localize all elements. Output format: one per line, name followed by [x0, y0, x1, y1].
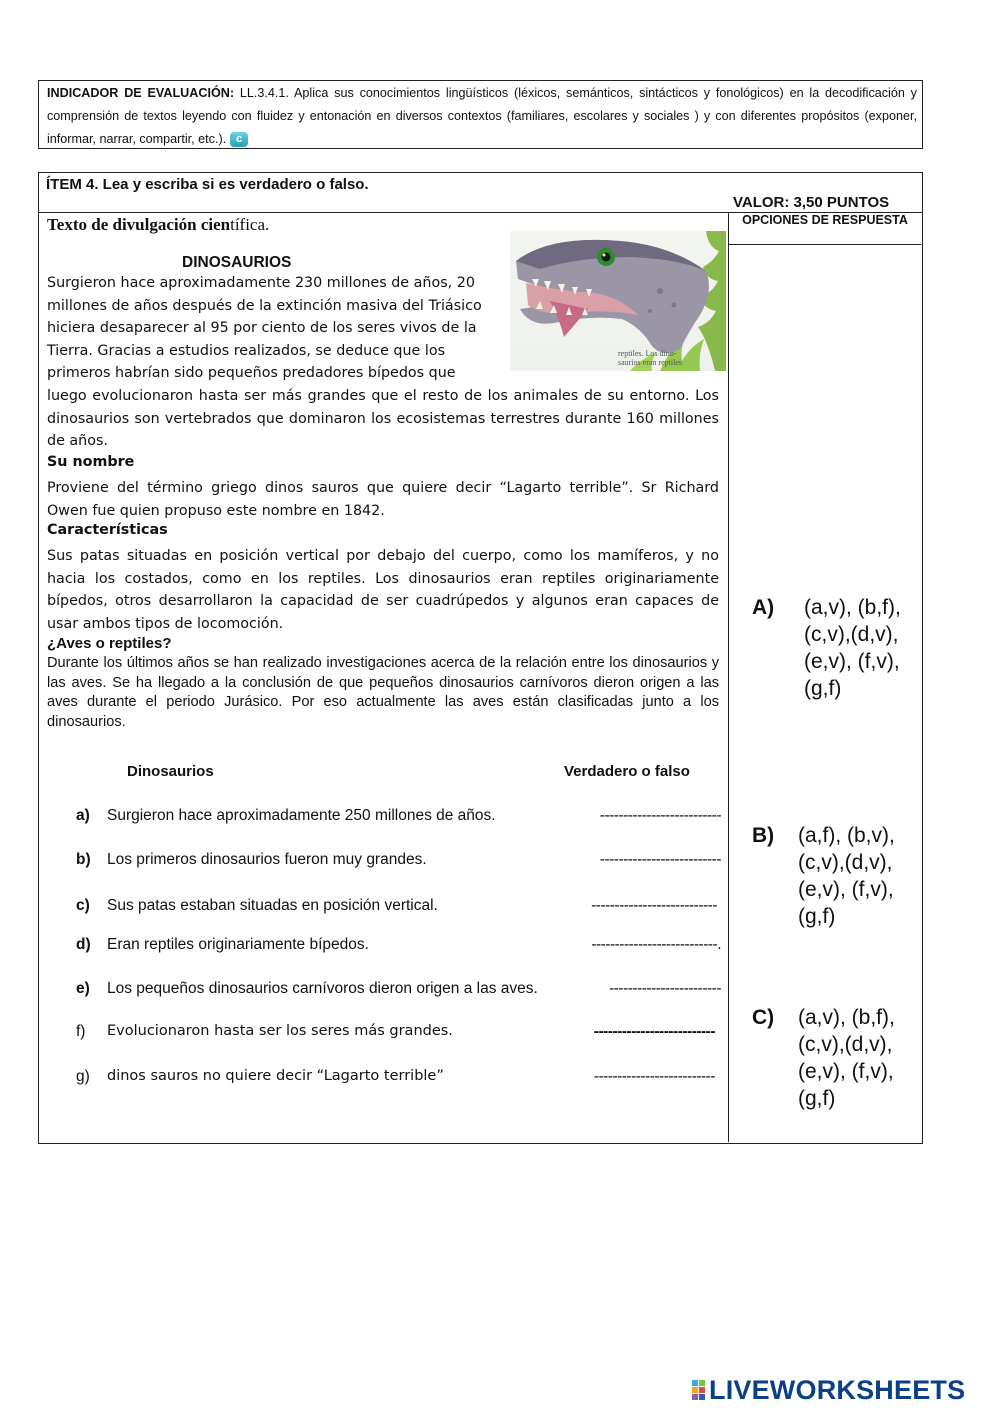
option-letter: A)	[752, 596, 775, 619]
paragraph-su-nombre: Proviene del término griego dinos sauros que quiere decir “Lagarto terrible”. Sr Richard Owen fue quien propuso este nombre en 1842.	[47, 480, 719, 519]
indicator-text: LL.3.4.1. Aplica sus conocimientos lingüísticos (léxicos, semánticos, sintácticos y fonológicos) en la decodificación y comprensión de textos leyendo con fluidez y entonación en diversos contextos (familiares, escolares y sociales ) y con diferentes propósitos (exponer, informar, narrar, compartir, etc.).	[47, 86, 917, 146]
question-row-d[interactable]	[76, 936, 721, 958]
question-text: Surgieron hace aproximadamente 250 millones de años.	[107, 807, 496, 824]
indicator-label: INDICADOR DE EVALUACIÓN:	[47, 86, 235, 100]
column-head-dinosaurios: Dinosaurios	[127, 763, 214, 780]
text-type-heading	[47, 215, 269, 235]
option-line: (c,v),(d,v),	[798, 1033, 893, 1056]
intro-line: millones de años después de la extinción masiva del Triásico	[47, 297, 482, 314]
intro-line: hiciera desaparecer al 95 por ciento de los seres vivos de la	[47, 320, 477, 336]
brand-square	[692, 1394, 698, 1400]
option-letter: C)	[752, 1006, 775, 1029]
heading-aves-reptiles: ¿Aves o reptiles?	[47, 635, 172, 652]
options-column-divider	[728, 212, 729, 1142]
brand-square	[692, 1387, 698, 1393]
answer-blank[interactable]: --------------------------	[593, 1068, 715, 1085]
option-text	[804, 594, 924, 702]
dinosaur-image	[510, 231, 726, 371]
option-line: (e,v), (f,v),	[798, 1060, 894, 1083]
c-badge-icon: c	[230, 132, 248, 147]
option-line: (a,v), (b,f),	[798, 1006, 895, 1029]
text-type-rest: tífica.	[230, 215, 270, 234]
question-text: Los primeros dinosaurios fueron muy grandes.	[107, 851, 427, 868]
question-text: dinos sauros no quiere decir “Lagarto terrible”	[107, 1068, 444, 1084]
option-line: (g,f)	[798, 905, 836, 928]
answer-blank[interactable]: ---------------------------	[591, 897, 717, 914]
brand-square	[699, 1387, 705, 1393]
option-line: (g,f)	[798, 1087, 836, 1110]
intro-line: primeros habrían sido pequeños predadores bípedos que	[47, 365, 456, 381]
question-letter: a)	[76, 807, 90, 824]
heading-caracteristicas: Características	[47, 522, 168, 538]
option-line: (a,f), (b,v),	[798, 824, 895, 847]
question-text: Los pequeños dinosaurios carnívoros dieron origen a las aves.	[107, 980, 538, 997]
option-line: (e,v), (f,v),	[804, 650, 900, 673]
question-row-e[interactable]	[76, 980, 721, 1002]
option-line: (a,v), (b,f),	[804, 596, 901, 619]
option-letter: B)	[752, 824, 775, 847]
question-letter: g)	[76, 1068, 90, 1085]
intro-line: Tierra. Gracias a estudios realizados, se deduce que los	[47, 342, 446, 359]
answer-blank[interactable]: ---------------------------.	[591, 936, 721, 953]
paragraph-aves-reptiles: Durante los últimos años se han realizado investigaciones acerca de la relación entre los dinosaurios y las aves. Se ha llegado a la conclusión de que pequeños dinosaurios carnívoros dieron origen a las aves durante el periodo Jurásico. Por eso actualmente las aves están clasificadas junto a los dinosaurios.	[47, 655, 719, 730]
brand-square	[699, 1394, 705, 1400]
question-letter: c)	[76, 897, 90, 914]
image-caption: reptiles. Los dino-saurios eran reptiles	[618, 349, 682, 367]
answer-blank[interactable]: --------------------------	[599, 851, 721, 868]
text-type-bold: Texto de divulgación cien	[47, 215, 231, 234]
question-row-a[interactable]	[76, 807, 721, 829]
intro-line: Surgieron hace aproximadamente 230 millones de años, 20	[47, 275, 475, 291]
question-letter: b)	[76, 851, 91, 868]
options-header-divider	[728, 244, 921, 245]
question-row-c[interactable]	[76, 897, 721, 919]
question-row-f[interactable]	[76, 1023, 721, 1045]
option-line: (c,v),(d,v),	[798, 851, 893, 874]
liveworksheets-logo	[692, 1376, 965, 1404]
column-head-verdadero-falso: Verdadero o falso	[564, 763, 690, 780]
article-intro-narrow	[47, 272, 493, 385]
question-letter: d)	[76, 936, 91, 953]
brand-text: LIVEWORKSHEETS	[709, 1374, 966, 1405]
brand-square	[692, 1380, 698, 1386]
option-line: (e,v), (f,v),	[798, 878, 894, 901]
indicator-box	[38, 80, 923, 149]
item-value: VALOR: 3,50 PUNTOS	[733, 194, 890, 211]
answer-blank[interactable]: --------------------------	[599, 807, 721, 824]
article-title: DINOSAURIOS	[182, 254, 292, 271]
item-title: ÍTEM 4. Lea y escriba si es verdadero o falso.	[46, 176, 369, 193]
option-line: (g,f)	[804, 677, 842, 700]
question-row-b[interactable]	[76, 851, 721, 873]
heading-su-nombre: Su nombre	[47, 454, 135, 470]
option-text	[798, 822, 918, 930]
question-text: Sus patas estaban situadas en posición vertical.	[107, 897, 438, 914]
question-row-g[interactable]	[76, 1068, 721, 1090]
article-intro-rest: luego evolucionaron hasta ser más grandes que el resto de los animales de su entorno. Los dinosaurios son vertebrados que dominaron los ecosistemas terrestres durante 160 millones de años.	[47, 388, 719, 449]
question-text: Evolucionaron hasta ser los seres más grandes.	[107, 1023, 453, 1039]
option-line: (c,v),(d,v),	[804, 623, 899, 646]
brand-square	[699, 1380, 705, 1386]
question-letter: e)	[76, 980, 90, 997]
liveworksheets-icon	[692, 1380, 705, 1400]
options-header: OPCIONES DE RESPUESTA	[742, 213, 908, 227]
answer-blank[interactable]: --------------------------	[593, 1023, 715, 1040]
paragraph-caracteristicas: Sus patas situadas en posición vertical por debajo del cuerpo, como los mamíferos, y no hacia los costados, como en los reptiles. Los dinosaurios eran reptiles originariamente bípedos, otros desarrollaron la capacidad de ser cuadrúpedos y algunos eran capaces de usar ambos tipos de locomoción.	[47, 548, 719, 632]
answer-blank[interactable]: ------------------------	[609, 980, 721, 997]
option-text	[798, 1004, 918, 1112]
question-text: Eran reptiles originariamente bípedos.	[107, 936, 369, 953]
question-letter: f)	[76, 1023, 86, 1040]
